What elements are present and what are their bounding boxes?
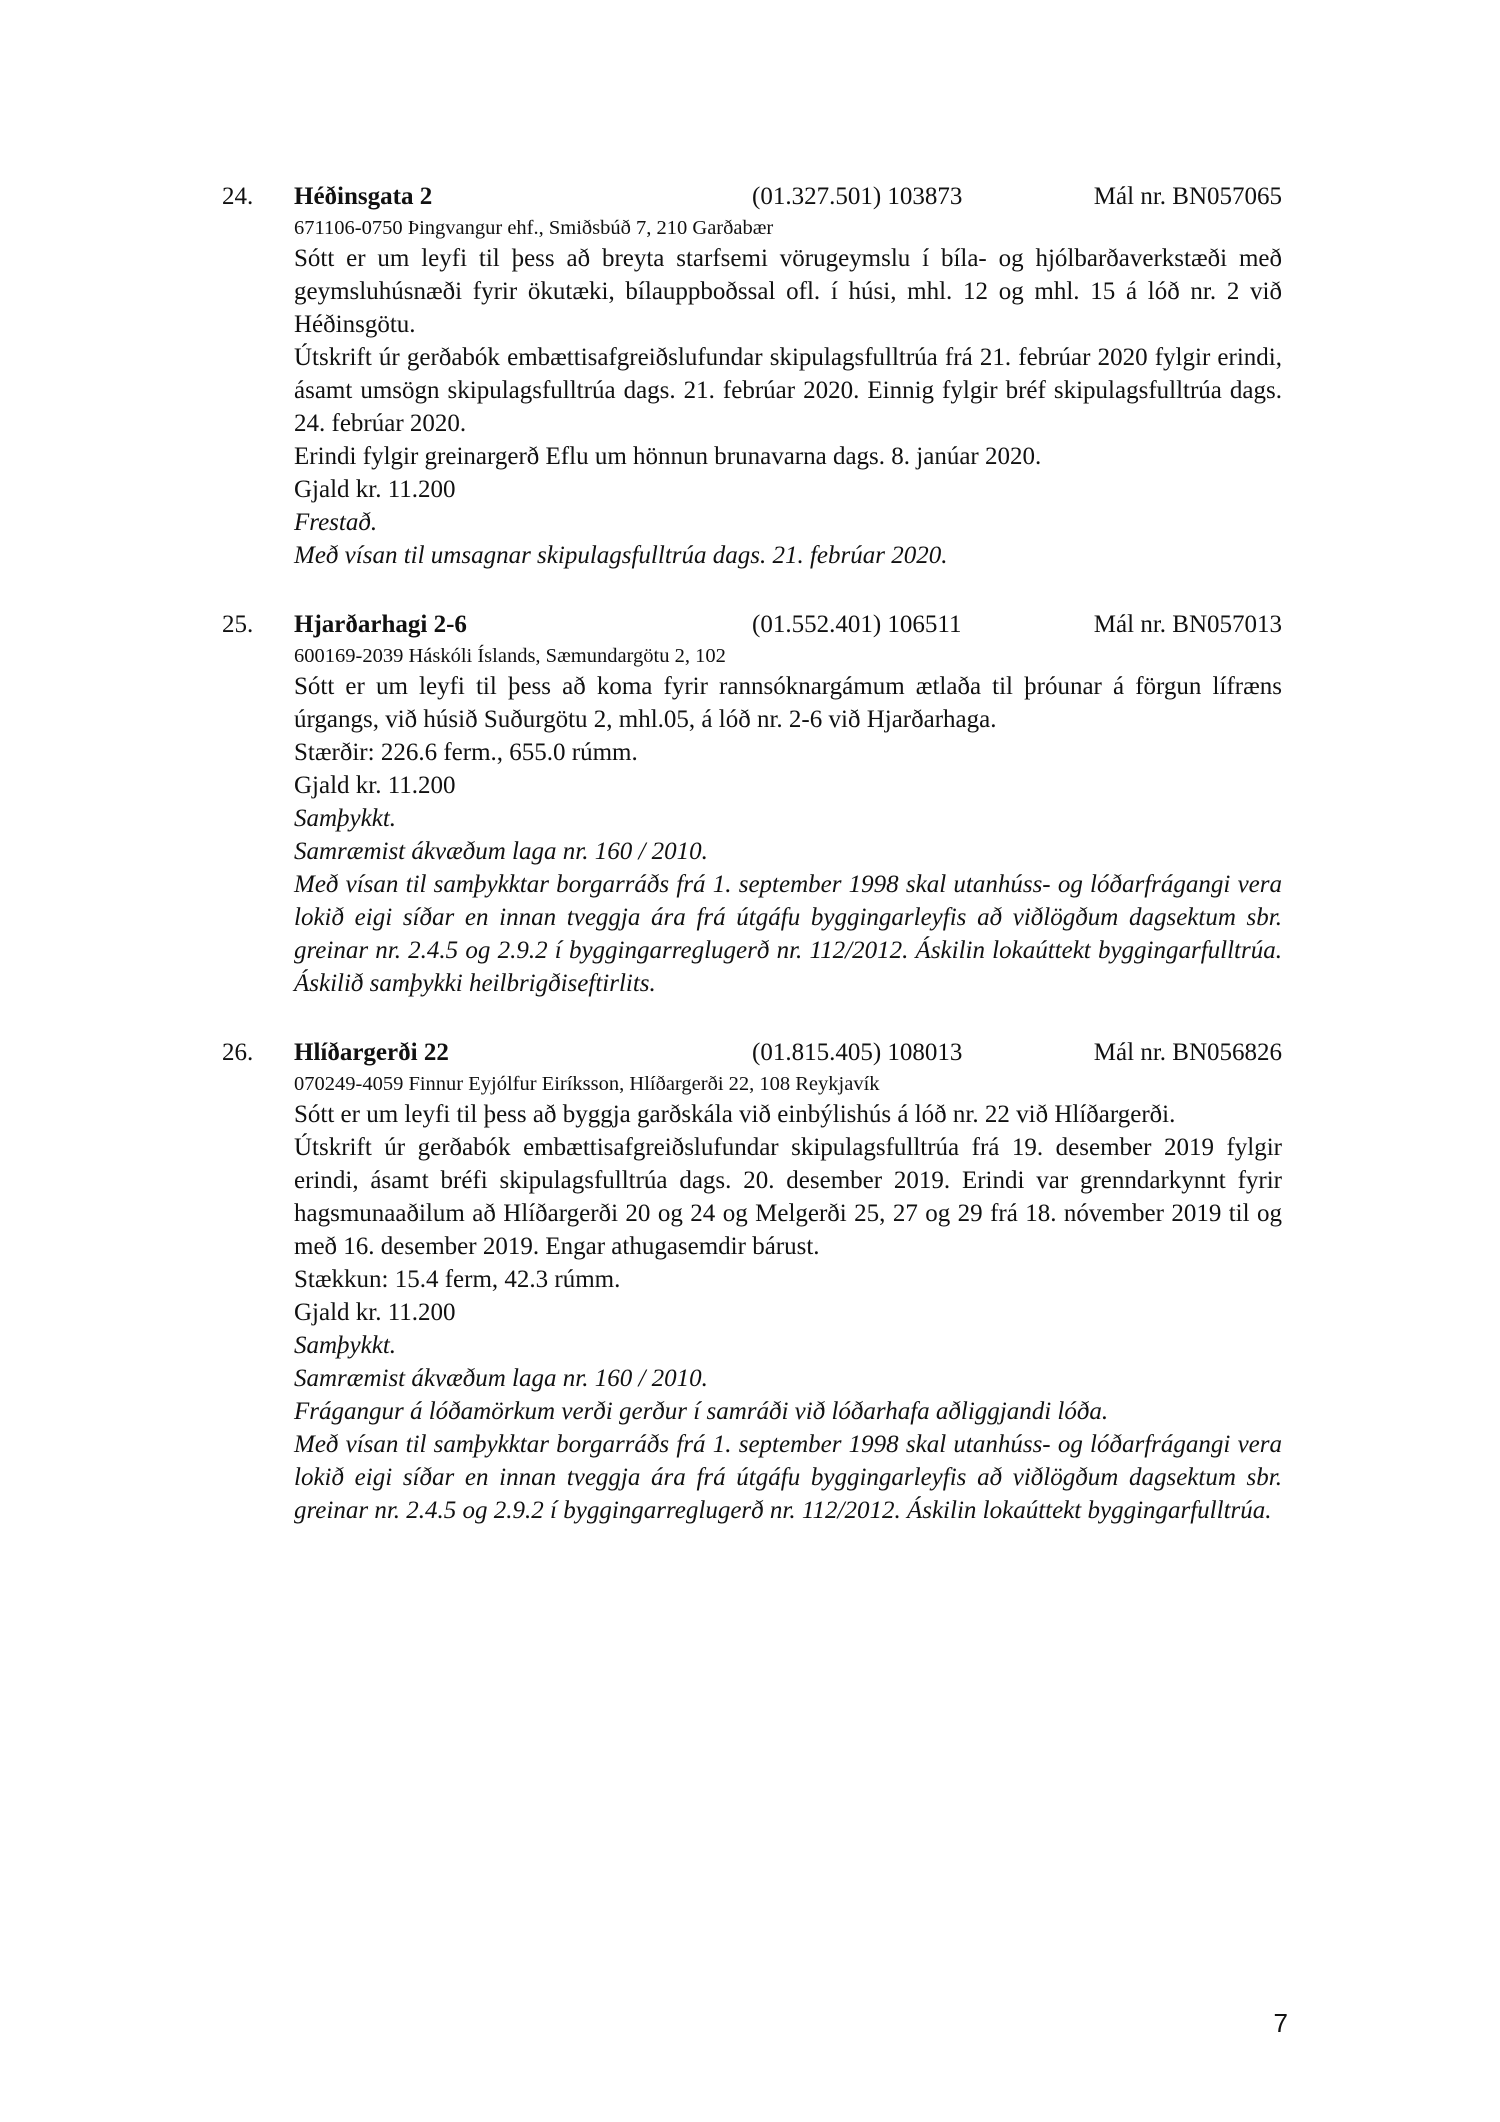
paragraph: Stærðir: 226.6 ferm., 655.0 rúmm.: [294, 739, 638, 766]
entry-body: [294, 642, 1282, 1000]
entry-body: [294, 1070, 1282, 1527]
paragraph: Erindi fylgir greinargerð Eflu um hönnun brunavarna dags. 8. janúar 2020.: [294, 443, 1042, 470]
decision-text: Samræmist ákvæðum laga nr. 160 / 2010.: [294, 838, 708, 865]
entry-paragraphs: [294, 242, 1282, 572]
decision-text: Með vísan til samþykktar borgarráðs frá 1. september 1998 skal utanhúss- og lóðarfrágangi vera lokið eigi síðar en innan tveggja ára frá útgáfu byggingarleyfis að viðlögðum dagsektum sbr. greinar nr. 2.4.5 og 2.9.2 í byggingarreglugerð nr. 112/2012. Áskilin lokaúttekt byggingarfulltrúa. Áskilið samþykki heilbrigðiseftirlits.: [294, 871, 1282, 997]
applicant-line: 600169-2039 Háskóli Íslands, Sæmundargötu 2, 102: [294, 645, 726, 667]
property-name: Hjarðarhagi 2-6: [294, 611, 467, 638]
decision-text: Með vísan til samþykktar borgarráðs frá 1. september 1998 skal utanhúss- og lóðarfrágangi vera lokið eigi síðar en innan tveggja ára frá útgáfu byggingarleyfis að viðlögðum dagsektum sbr. greinar nr. 2.4.5 og 2.9.2 í byggingarreglugerð nr. 112/2012. Áskilin lokaúttekt byggingarfulltrúa.: [294, 1431, 1282, 1524]
paragraph: Sótt er um leyfi til þess að koma fyrir rannsóknargámum ætlaða til þróunar á förgun lífræns úrgangs, við húsið Suðurgötu 2, mhl.05, á lóð nr. 2-6 við Hjarðarhaga.: [294, 673, 1282, 733]
entry-paragraphs: [294, 670, 1282, 1000]
entry-number: 26.: [222, 1039, 254, 1066]
decision-text: Frestað.: [294, 509, 378, 536]
paragraph: Stækkun: 15.4 ferm, 42.3 rúmm.: [294, 1266, 621, 1293]
case-number: Mál nr. BN056826: [1093, 1039, 1282, 1066]
decision-text: Samþykkt.: [294, 1332, 397, 1359]
entries-list: [222, 180, 1282, 1563]
paragraph: Gjald kr. 11.200: [294, 476, 456, 503]
paragraph: Útskrift úr gerðabók embættisafgreiðslufundar skipulagsfulltrúa frá 19. desember 2019 fylgir erindi, ásamt bréfi skipulagsfulltrúa dags. 20. desember 2019. Erindi var grenndarkynnt fyrir hagsmunaaðilum að Hlíðargerði 20 og 24 og Melgerði 25, 27 og 29 frá 18. nóvember 2019 til og með 16. desember 2019. Engar athugasemdir bárust.: [294, 1134, 1282, 1260]
decision-text: Með vísan til umsagnar skipulagsfulltrúa dags. 21. febrúar 2020.: [294, 542, 948, 569]
plot-number: (01.815.405) 108013: [752, 1039, 963, 1066]
entry-header: [222, 180, 1282, 214]
page-number: 7: [1273, 2008, 1288, 2038]
paragraph: Gjald kr. 11.200: [294, 772, 456, 799]
applicant-line: 671106-0750 Þingvangur ehf., Smiðsbúð 7, 210 Garðabær: [294, 217, 774, 239]
entry-number: 25.: [222, 611, 254, 638]
property-name: Hlíðargerði 22: [294, 1039, 449, 1066]
decision-text: Frágangur á lóðamörkum verði gerður í samráði við lóðarhafa aðliggjandi lóða.: [294, 1398, 1109, 1425]
paragraph: Sótt er um leyfi til þess að breyta starfsemi vörugeymslu í bíla- og hjólbarðaverkstæði með geymsluhúsnæði fyrir ökutæki, bílauppboðssal ofl. í húsi, mhl. 12 og mhl. 15 á lóð nr. 2 við Héðinsgötu.: [294, 245, 1282, 338]
entry-header: [222, 1036, 1282, 1070]
entry-body: [294, 214, 1282, 572]
entry-paragraphs: [294, 1098, 1282, 1527]
applicant-line: 070249-4059 Finnur Eyjólfur Eiríksson, Hlíðargerði 22, 108 Reykjavík: [294, 1073, 880, 1095]
paragraph: Sótt er um leyfi til þess að byggja garðskála við einbýlishús á lóð nr. 22 við Hlíðargerði.: [294, 1101, 1176, 1128]
case-number: Mál nr. BN057013: [1093, 611, 1282, 638]
decision-text: Samræmist ákvæðum laga nr. 160 / 2010.: [294, 1365, 708, 1392]
property-name: Héðinsgata 2: [294, 183, 433, 210]
paragraph: Gjald kr. 11.200: [294, 1299, 456, 1326]
case-number: Mál nr. BN057065: [1093, 183, 1282, 210]
decision-text: Samþykkt.: [294, 805, 397, 832]
plot-number: (01.552.401) 106511: [752, 611, 962, 638]
case-entry: [222, 608, 1282, 1000]
paragraph: Útskrift úr gerðabók embættisafgreiðslufundar skipulagsfulltrúa frá 21. febrúar 2020 fylgir erindi, ásamt umsögn skipulagsfulltrúa dags. 21. febrúar 2020. Einnig fylgir bréf skipulagsfulltrúa dags. 24. febrúar 2020.: [294, 344, 1282, 437]
entry-number: 24.: [222, 183, 254, 210]
plot-number: (01.327.501) 103873: [752, 183, 963, 210]
case-entry: [222, 180, 1282, 572]
entry-header: [222, 608, 1282, 642]
case-entry: [222, 1036, 1282, 1527]
